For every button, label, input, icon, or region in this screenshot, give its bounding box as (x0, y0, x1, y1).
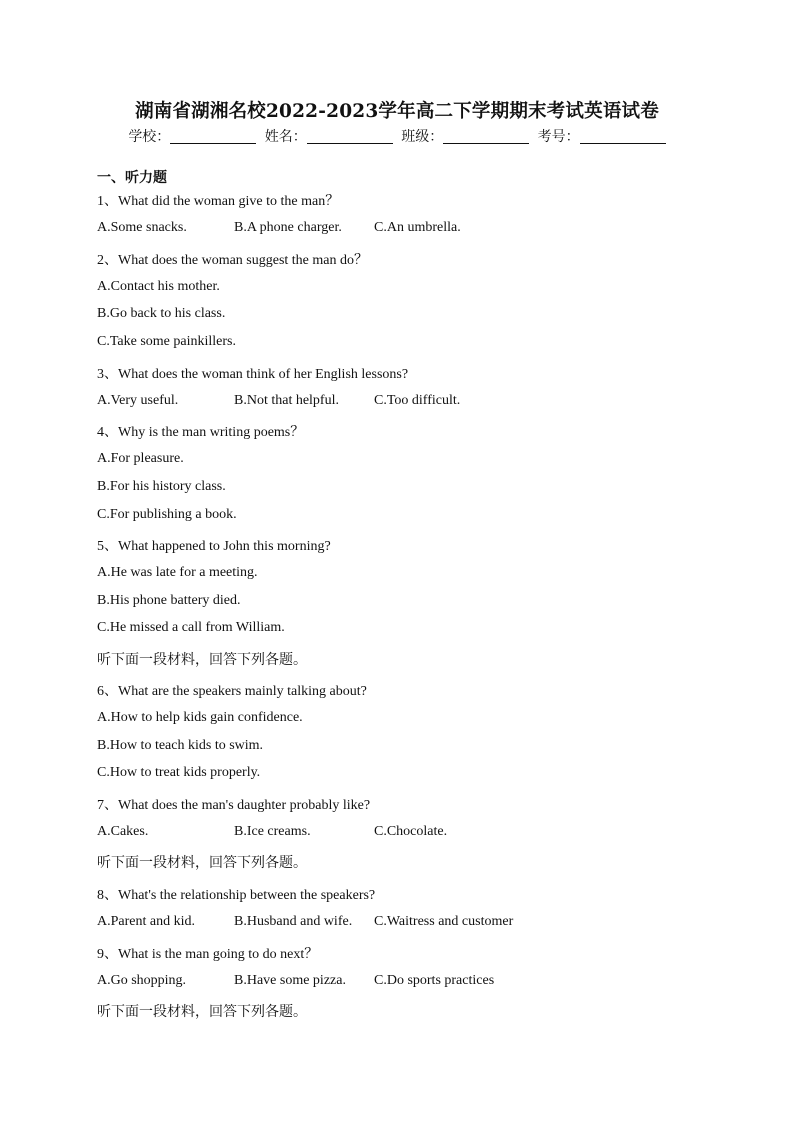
option-a: A.Parent and kid. (97, 914, 195, 929)
exam-number-blank (580, 129, 666, 144)
option-a: A.Contact his mother. (97, 279, 220, 294)
question-3-stem: 3、What does the woman think of her English lessons? (97, 367, 409, 382)
option-c: C.He missed a call from William. (97, 620, 285, 635)
question-9-options (97, 973, 494, 989)
option-b: B.Husband and wife. (234, 914, 353, 929)
option-b: B.Go back to his class. (97, 306, 226, 321)
option-b: B.How to teach kids to swim. (97, 738, 264, 753)
exam-number-label: 考号： (537, 129, 580, 145)
class-blank (443, 129, 529, 144)
class-label: 班级： (401, 129, 444, 145)
option-b: B.Have some pizza. (234, 973, 346, 988)
option-a: A.Very useful. (97, 393, 179, 408)
exam-title: 湖南省湖湘名校2022-2023学年高二下学期期末考试英语试卷 (135, 101, 659, 122)
question-8-stem: 8、What's the relationship between the speakers? (97, 888, 376, 903)
student-info-row (0, 126, 794, 146)
option-a: A.How to help kids gain confidence. (97, 710, 303, 725)
question-7-options (97, 824, 447, 840)
question-5-stem: 5、What happened to John this morning? (97, 539, 331, 554)
option-a: A.He was late for a meeting. (97, 565, 258, 580)
option-a: A.For pleasure. (97, 451, 184, 466)
name-label: 姓名： (264, 129, 307, 145)
option-c: C.Do sports practices (374, 973, 495, 988)
question-8-options (97, 914, 513, 930)
section-title: 一、听力题 (97, 170, 167, 186)
school-label: 学校： (128, 129, 171, 145)
option-c: C.Chocolate. (374, 824, 448, 839)
option-c: C.Take some painkillers. (97, 334, 236, 349)
option-b: B.A phone charger. (234, 220, 342, 235)
option-b: B.For his history class. (97, 479, 226, 494)
question-1-stem: 1、What did the woman give to the man？ (97, 194, 340, 209)
option-b: B.Not that helpful. (234, 393, 339, 408)
option-b: B.Ice creams. (234, 824, 311, 839)
question-3-options (97, 393, 460, 409)
question-7-stem: 7、What does the man's daughter probably like? (97, 798, 371, 813)
listening-instruction: 听下面一段材料，回答下列各题。 (97, 652, 307, 668)
option-a: A.Some snacks. (97, 220, 187, 235)
listening-instruction: 听下面一段材料，回答下列各题。 (97, 855, 307, 871)
option-c: C.For publishing a book. (97, 507, 237, 522)
question-2-stem: 2、What does the woman suggest the man do？ (97, 253, 369, 268)
name-blank (307, 129, 393, 144)
option-c: C.An umbrella. (374, 220, 461, 235)
school-blank (170, 129, 256, 144)
question-1-options (97, 220, 461, 236)
option-c: C.Waitress and customer (374, 914, 514, 929)
option-c: C.Too difficult. (374, 393, 461, 408)
option-a: A.Cakes. (97, 824, 149, 839)
question-9-stem: 9、What is the man going to do next？ (97, 947, 319, 962)
option-b: B.His phone battery died. (97, 593, 241, 608)
question-6-stem: 6、What are the speakers mainly talking about? (97, 684, 367, 699)
question-4-stem: 4、Why is the man writing poems？ (97, 425, 305, 440)
option-c: C.How to treat kids properly. (97, 765, 261, 780)
option-a: A.Go shopping. (97, 973, 187, 988)
listening-instruction: 听下面一段材料，回答下列各题。 (97, 1004, 307, 1020)
